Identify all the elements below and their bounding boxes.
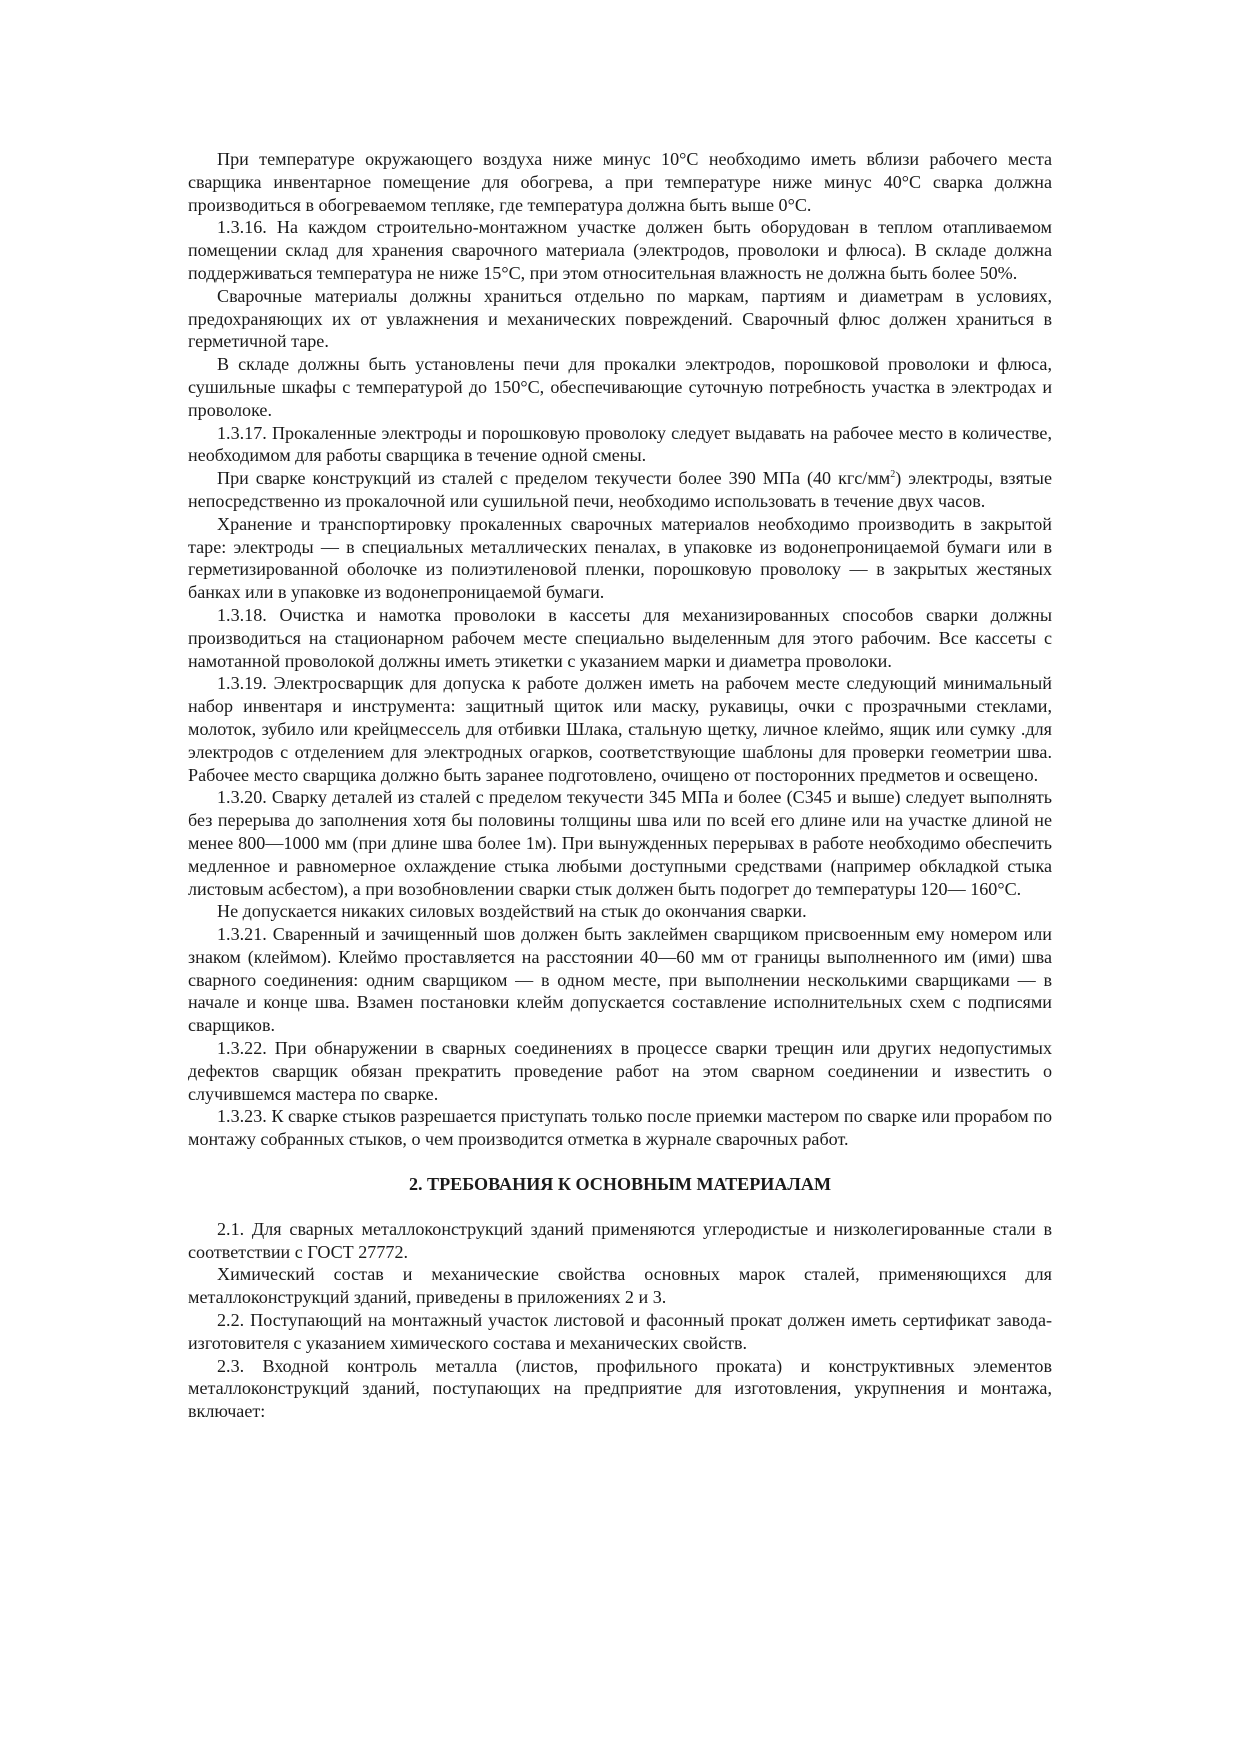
- paragraph: 1.3.17. Прокаленные электроды и порошковую проволоку следует выдавать на рабочее место в количестве, необходимом для работы сварщика в течение одной смены.: [188, 422, 1052, 466]
- paragraph: 2.2. Поступающий на монтажный участок листовой и фасонный прокат должен иметь сертификат завода-изготовителя с указанием химического состава и механических свойств.: [188, 1310, 1052, 1353]
- paragraph: 1.3.22. При обнаружении в сварных соединениях в процессе сварки трещин или других недопустимых дефектов сварщик обязан прекратить проведение работ на этом сварном соединении и известить о случившемся мастера по сварке.: [188, 1038, 1052, 1104]
- document-page: [188, 148, 1052, 1423]
- paragraph: 1.3.23. К сварке стыков разрешается приступать только после приемки мастером по сварке или прорабом по монтажу собранных стыков, о чем производится отметка в журнале сварочных работ.: [188, 1106, 1052, 1150]
- paragraph: 1.3.20. Сварку деталей из сталей с пределом текучести 345 МПа и более (С345 и выше) следует выполнять без перерыва до заполнения хотя бы половины толщины шва или по всей его длине или на участке длиной не менее 800—1000 мм (при длине шва более 1м). При вынужденных перерывах в работе необходимо обеспечить медленное и равномерное охлаждение стыка любыми доступными средствами (например обкладкой стыка листовым асбестом), а при возобновлении сварки стык должен быть подогрет до температуры 120— 160°С.: [188, 787, 1052, 899]
- paragraph: В складе должны быть установлены печи для прокалки электродов, порошковой проволоки и флюса, сушильные шкафы с температурой до 150°С, обеспечивающие суточную потребность участка в электродах и проволоке.: [188, 354, 1052, 420]
- paragraph: 1.3.19. Электросварщик для допуска к работе должен иметь на рабочем месте следующий минимальный набор инвентаря и инструмента: защитный щиток или маску, рукавицы, очки с прозрачными стеклами, молоток, зубило или крейцмессель для отбивки Шлака, стальную щетку, личное клеймо, ящик или сумку .для электродов с отделением для электродных огарков, соответствующие шаблоны для проверки геометрии шва. Рабочее место сварщика должно быть заранее подготовлено, очищено от посторонних предметов и освещено.: [188, 673, 1052, 785]
- paragraph-text: При сварке конструкций из сталей с пределом текучести более 390 МПа (40 кгс/мм: [217, 468, 891, 489]
- paragraph: 2.3. Входной контроль металла (листов, профильного проката) и конструктивных элементов металлоконструкций зданий, поступающих на предприятие для изготовления, укрупнения и монтажа, включает:: [188, 1355, 1052, 1422]
- paragraph: Сварочные материалы должны храниться отдельно по маркам, партиям и диаметрам в условиях, предохраняющих их от увлажнения и механических повреждений. Сварочный флюс должен храниться в герметичной таре.: [188, 285, 1052, 352]
- paragraph-strength-requirement: [188, 467, 1052, 513]
- paragraph: Хранение и транспортировку прокаленных сварочных материалов необходимо производить в закрытой таре: электроды — в специальных металлических пеналах, в упаковке из водонепроницаемой бумаги или в герметизированной оболочке из полиэтиленовой пленки, порошковую проволоку — в закрытых жестяных банках или в упаковке из водонепроницаемой бумаги.: [188, 513, 1052, 603]
- paragraph: Не допускается никаких силовых воздействий на стык до окончания сварки.: [217, 901, 807, 922]
- paragraph: Химический состав и механические свойства основных марок сталей, применяющихся для металлоконструкций зданий, приведены в приложениях 2 и 3.: [188, 1264, 1052, 1308]
- paragraph: При температуре окружающего воздуха ниже минус 10°С необходимо иметь вблизи рабочего места сварщика инвентарное помещение для обогрева, а при температуре ниже минус 40°С сварка должна производиться в обогреваемом тепляке, где температура должна быть выше 0°С.: [188, 149, 1052, 215]
- paragraph: 2.1. Для сварных металлоконструкций зданий применяются углеродистые и низколегированные стали в соответствии с ГОСТ 27772.: [188, 1218, 1052, 1262]
- paragraph-text: ) электроды, взятые непосредственно из прокалочной или сушильной печи, необходимо использовать в течение двух часов.: [188, 468, 1052, 511]
- paragraph: 1.3.21. Сваренный и зачищенный шов должен быть заклеймен сварщиком присвоенным ему номером или знаком (клеймом). Клеймо проставляется на расстоянии 40—60 мм от границы выполненного им (ими) шва сварного соединения: одним сварщиком — в одном месте, при выполнении несколькими сварщиками — в начале и конце шва. Взамен постановки клейм допускается составление исполнительных схем с подписями сварщиков.: [188, 924, 1052, 1036]
- paragraph: 1.3.18. Очистка и намотка проволоки в кассеты для механизированных способов сварки должны производиться на стационарном рабочем месте специально выделенным для этого рабочим. Все кассеты с намотанной проволокой должны иметь этикетки с указанием марки и диаметра проволоки.: [188, 604, 1052, 671]
- paragraph: 1.3.16. На каждом строительно-монтажном участке должен быть оборудован в теплом отапливаемом помещении склад для хранения сварочного материала (электродов, проволоки и флюса). В складе должна поддерживаться температура не ниже 15°С, при этом относительная влажность не должна быть более 50%.: [188, 217, 1052, 283]
- superscript: 2: [890, 469, 896, 481]
- section-heading: 2. ТРЕБОВАНИЯ К ОСНОВНЫМ МАТЕРИАЛАМ: [408, 1174, 832, 1195]
